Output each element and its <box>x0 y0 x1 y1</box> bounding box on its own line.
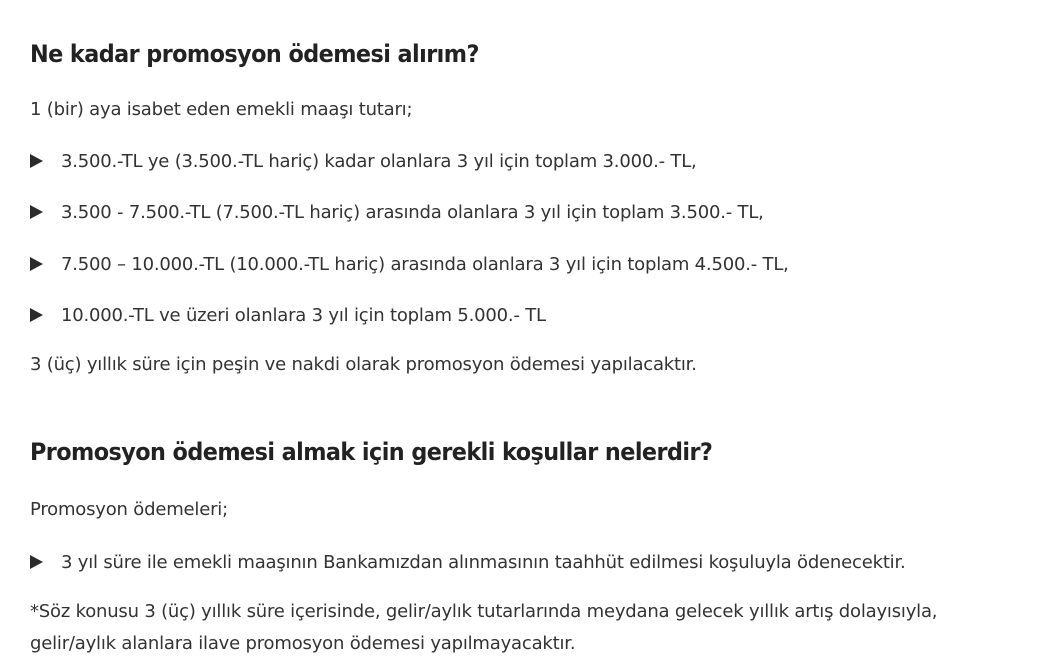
arrow-bullet-icon <box>30 555 43 569</box>
section2-heading: Promosyon ödemesi almak için gerekli koşullar nelerdir? <box>30 438 713 466</box>
arrow-bullet-icon <box>30 205 43 219</box>
footnote-line: gelir/aylık alanlara ilave promosyon ödemesi yapılmayacaktır. <box>30 633 576 654</box>
section2-intro: Promosyon ödemeleri; <box>30 499 228 520</box>
section1-heading: Ne kadar promosyon ödemesi alırım? <box>30 40 479 68</box>
bullet-item <box>30 252 789 276</box>
bullet-text: 3 yıl süre ile emekli maaşının Bankamızdan alınmasının taahhüt edilmesi koşuluyla ödenecektir. <box>61 551 906 573</box>
bullet-text: 3.500.-TL ye (3.500.-TL hariç) kadar olanlara 3 yıl için toplam 3.000.- TL, <box>61 150 697 172</box>
arrow-bullet-icon <box>30 308 43 322</box>
section1-closing: 3 (üç) yıllık süre için peşin ve nakdi olarak promosyon ödemesi yapılacaktır. <box>30 354 697 375</box>
arrow-bullet-icon <box>30 257 43 271</box>
section1-intro: 1 (bir) aya isabet eden emekli maaşı tutarı; <box>30 99 413 120</box>
bullet-item <box>30 200 764 224</box>
footnote <box>30 596 937 660</box>
arrow-bullet-icon <box>30 154 43 168</box>
bullet-text: 10.000.-TL ve üzeri olanlara 3 yıl için toplam 5.000.- TL <box>61 304 546 326</box>
bullet-text: 7.500 – 10.000.-TL (10.000.-TL hariç) arasında olanlara 3 yıl için toplam 4.500.- TL, <box>61 253 789 275</box>
bullet-text: 3.500 - 7.500.-TL (7.500.-TL hariç) arasında olanlara 3 yıl için toplam 3.500.- TL, <box>61 201 764 223</box>
bullet-item <box>30 550 906 574</box>
bullet-item <box>30 149 697 173</box>
bullet-item <box>30 303 546 327</box>
footnote-line: *Söz konusu 3 (üç) yıllık süre içerisinde, gelir/aylık tutarlarında meydana gelecek yıllık artış dolayısıyla, <box>30 601 938 622</box>
